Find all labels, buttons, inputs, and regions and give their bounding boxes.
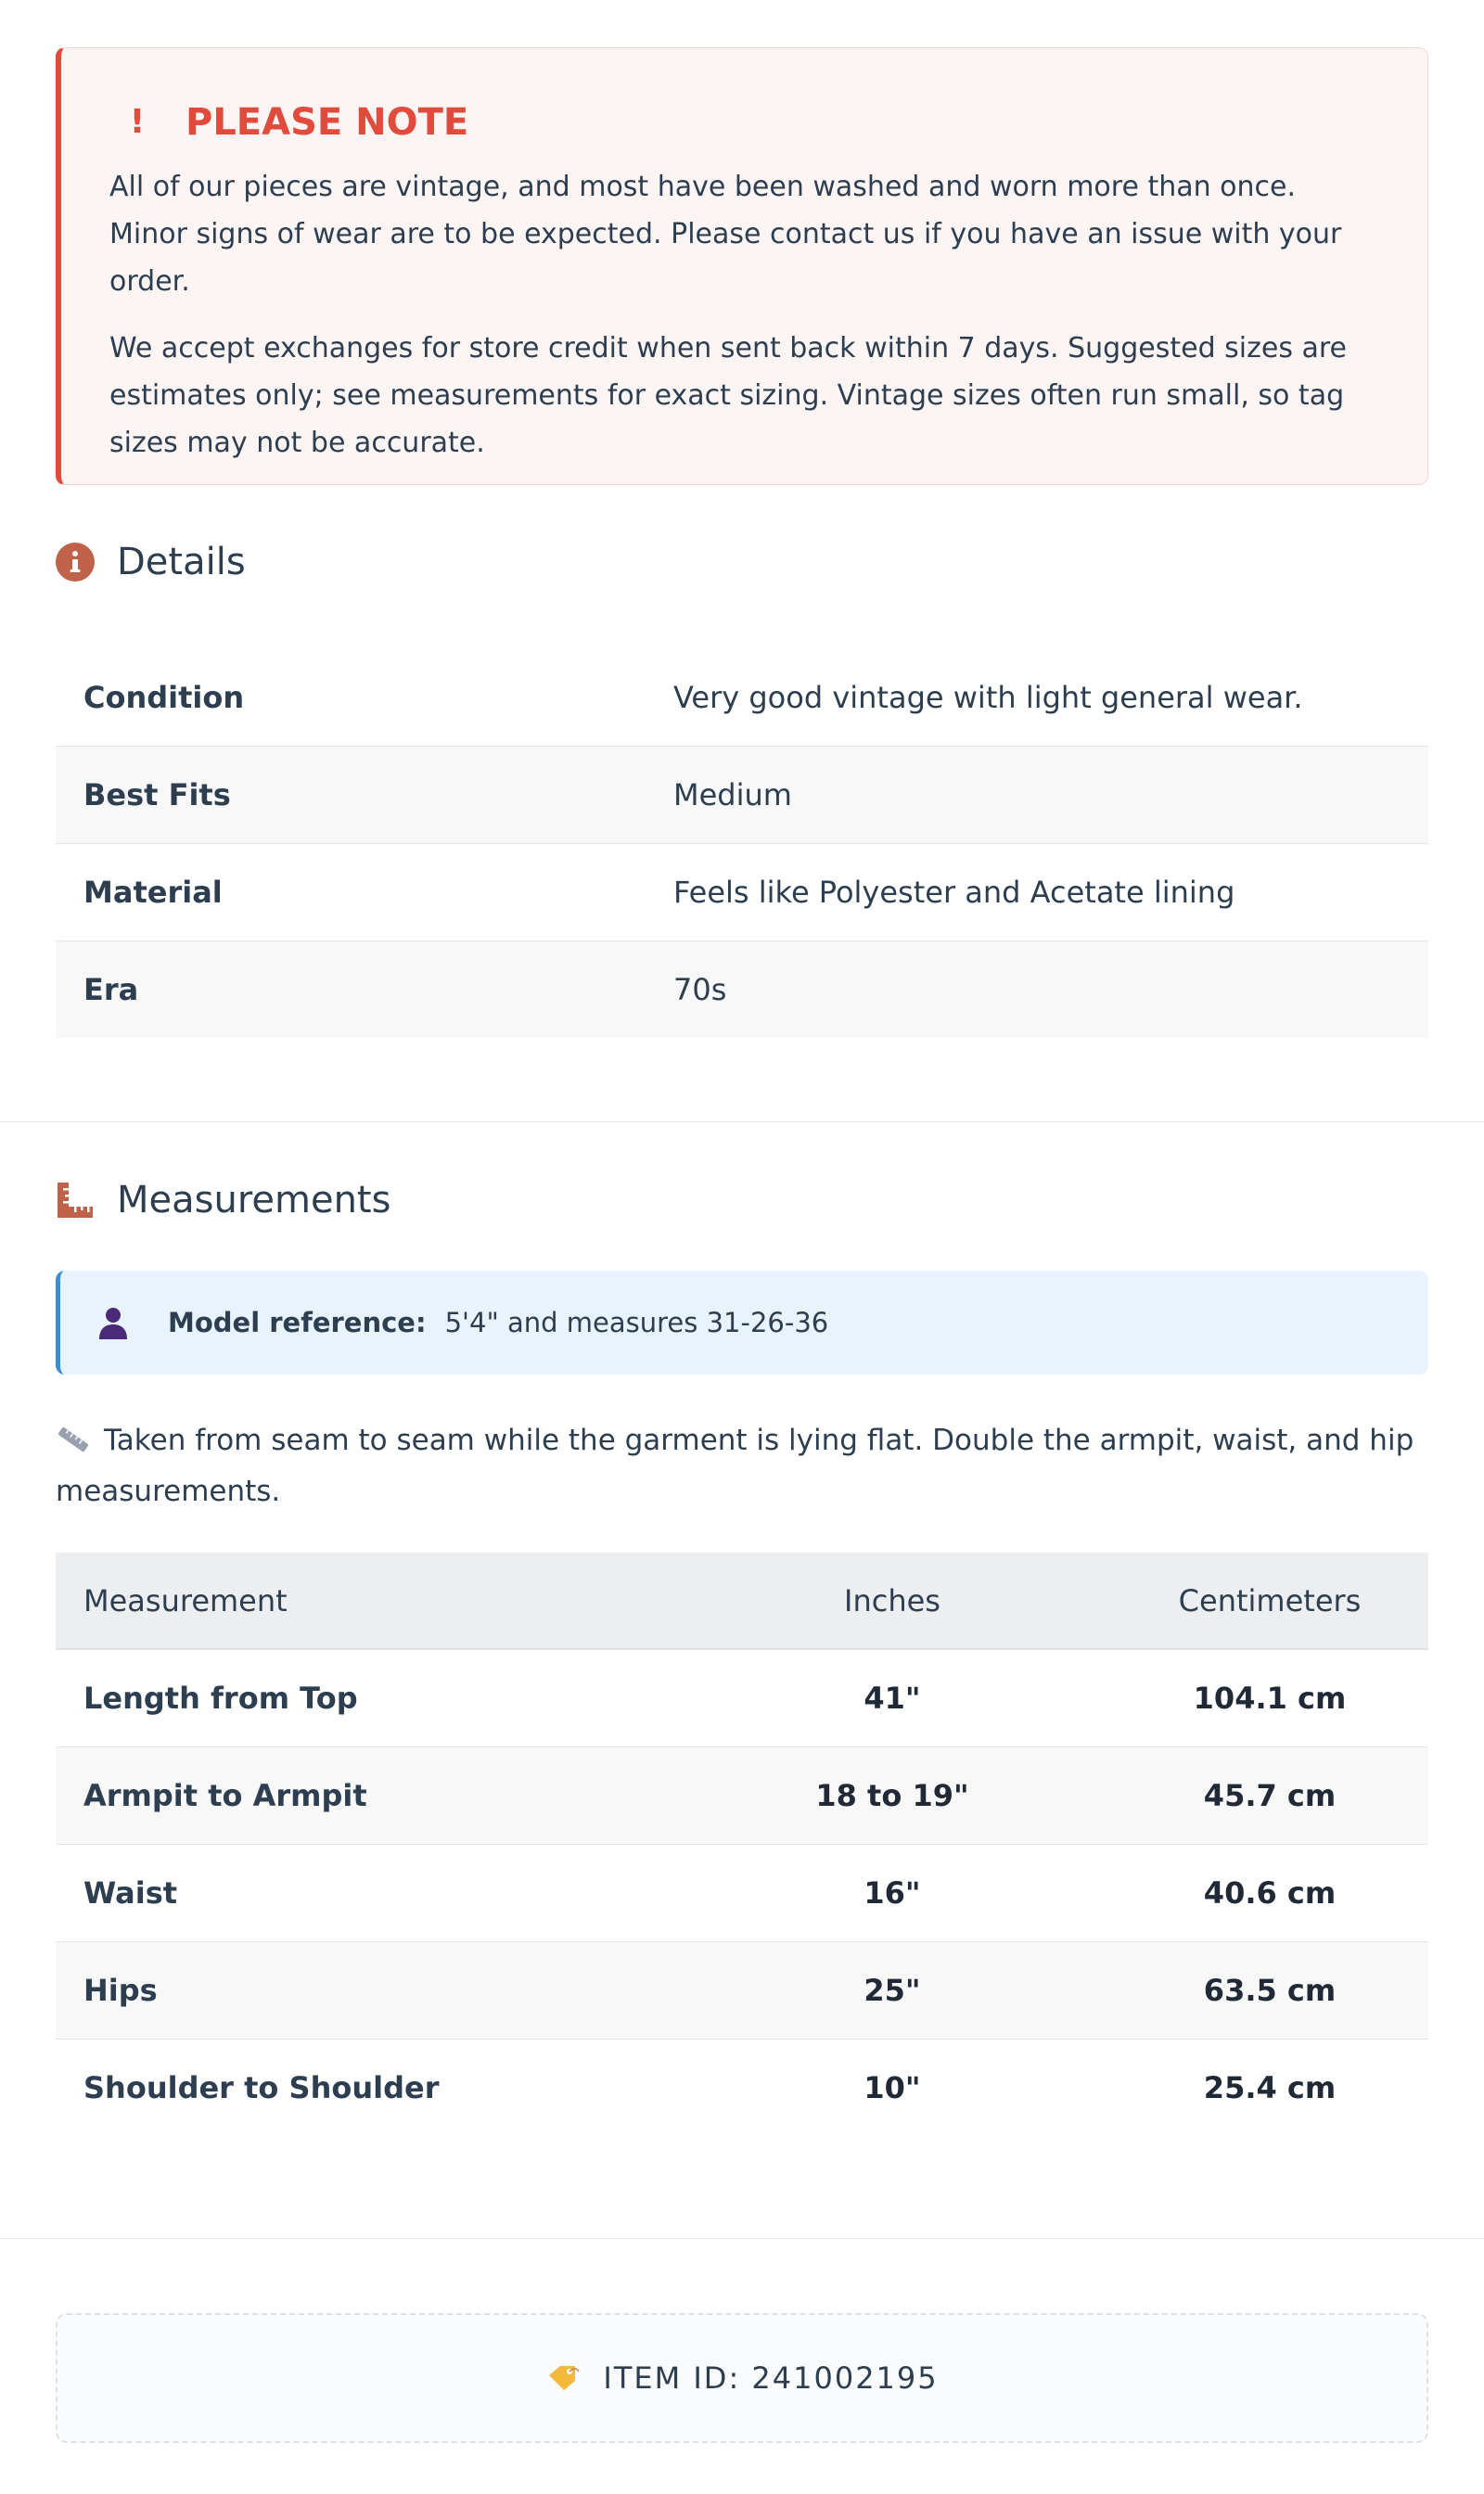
measurement-cm: 63.5 cm	[1203, 1973, 1337, 2008]
measurements-table	[56, 1553, 1428, 2136]
section-divider	[0, 1121, 1484, 1122]
detail-label: Era	[83, 972, 139, 1007]
note-paragraph: We accept exchanges for store credit when sent back within 7 days. Suggested sizes are estimates only; see measurements for exact sizing. Vintage sizes often run small, so tag sizes may not be accurate.	[109, 332, 1348, 459]
table-row	[56, 649, 1428, 747]
column-header: Inches	[844, 1582, 940, 1618]
note-paragraph: All of our pieces are vintage, and most have been washed and worn more than once. Minor signs of wear are to be expected. Please contact us if you have an issue with your order.	[109, 171, 1342, 298]
table-row	[56, 1747, 1428, 1845]
exclamation-icon: !	[129, 103, 146, 141]
table-row	[56, 1942, 1428, 2040]
detail-value: Medium	[673, 777, 792, 812]
detail-label: Best Fits	[83, 777, 231, 812]
table-row	[56, 747, 1428, 844]
measurement-note	[56, 1417, 1428, 1516]
measurement-cm: 45.7 cm	[1203, 1778, 1337, 1813]
section-divider	[0, 2238, 1484, 2239]
measurement-inches: 25"	[864, 1973, 921, 2008]
measurement-cm: 40.6 cm	[1203, 1875, 1337, 1911]
measurement-name: Shoulder to Shoulder	[83, 2070, 440, 2105]
measurement-name: Hips	[83, 1973, 158, 2008]
measurement-name: Waist	[83, 1875, 178, 1911]
please-note-box	[56, 47, 1428, 485]
measurement-note-text: Taken from seam to seam while the garment is lying flat. Double the armpit, waist, and hip measurements.	[56, 1424, 1414, 1508]
measurement-inches: 10"	[864, 2070, 921, 2105]
table-row	[56, 1650, 1428, 1747]
details-title: Details	[117, 541, 246, 583]
model-reference-label: Model reference:	[168, 1307, 427, 1338]
detail-value: 70s	[673, 972, 727, 1007]
measurements-heading	[56, 1172, 1428, 1228]
ruler-icon	[56, 1421, 91, 1468]
table-row	[56, 1845, 1428, 1942]
table-row	[56, 2040, 1428, 2136]
measurement-inches: 16"	[864, 1875, 921, 1911]
tag-icon	[545, 2362, 581, 2394]
measurement-name: Length from Top	[83, 1681, 358, 1716]
detail-label: Condition	[83, 680, 245, 715]
detail-value: Very good vintage with light general wear.	[673, 680, 1303, 715]
details-table	[56, 649, 1428, 1038]
table-header	[56, 1553, 1428, 1650]
column-header: Measurement	[83, 1582, 288, 1618]
detail-value: Feels like Polyester and Acetate lining	[673, 875, 1235, 910]
info-circle-icon	[56, 543, 95, 582]
measurements-title: Measurements	[117, 1179, 391, 1221]
measurement-inches: 18 to 19"	[815, 1778, 969, 1813]
item-id-box	[56, 2313, 1428, 2443]
note-title: PLEASE NOTE	[186, 101, 469, 144]
measurement-inches: 41"	[864, 1681, 921, 1716]
model-reference	[56, 1271, 1428, 1375]
measurement-name: Armpit to Armpit	[83, 1778, 367, 1813]
model-reference-value: 5'4" and measures 31-26-36	[444, 1307, 829, 1338]
details-heading	[56, 534, 1428, 590]
table-row	[56, 844, 1428, 941]
note-header	[109, 100, 1379, 145]
measurement-cm: 104.1 cm	[1193, 1681, 1347, 1716]
measurement-cm: 25.4 cm	[1203, 2070, 1337, 2105]
column-header: Centimeters	[1178, 1582, 1362, 1618]
ruler-icon	[56, 1181, 95, 1220]
detail-label: Material	[83, 875, 223, 910]
item-id-label: ITEM ID: 241002195	[603, 2360, 939, 2396]
person-icon	[97, 1304, 129, 1341]
table-row	[56, 941, 1428, 1038]
